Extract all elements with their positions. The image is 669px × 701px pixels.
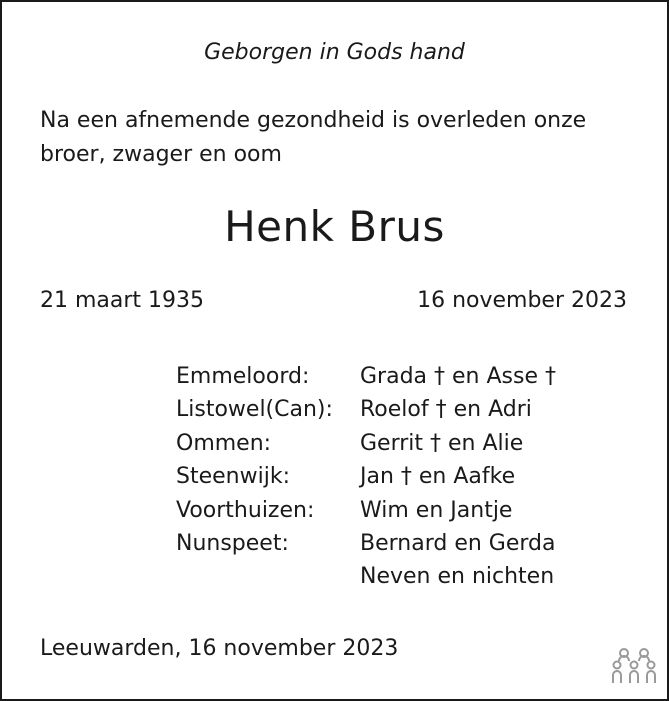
- relative-names: Bernard en Gerda: [360, 530, 556, 556]
- deceased-name: Henk Brus: [224, 202, 445, 251]
- relative-row: [176, 393, 556, 426]
- relative-names: Gerrit † en Alie: [360, 430, 524, 456]
- relative-place: Emmeloord:: [176, 364, 310, 389]
- family-group-icon: [609, 645, 659, 685]
- relative-row: [176, 460, 556, 493]
- closing-place-date: Leeuwarden, 16 november 2023: [40, 636, 399, 661]
- relative-row: [176, 494, 556, 527]
- relative-names: Wim en Jantje: [360, 497, 513, 523]
- relative-place: Voorthuizen:: [176, 497, 315, 523]
- relative-row: [176, 360, 556, 393]
- relative-place: Listowel(Can):: [176, 397, 333, 423]
- relative-place: [176, 560, 360, 593]
- relative-place: Nunspeet:: [176, 530, 289, 556]
- relative-row: [176, 560, 556, 593]
- relatives-list: [176, 360, 556, 594]
- motto: Geborgen in Gods hand: [204, 40, 465, 65]
- death-date: 16 november 2023: [417, 288, 627, 313]
- relative-row: [176, 427, 556, 460]
- relative-names: Roelof † en Adri: [360, 397, 532, 423]
- relative-names: Jan † en Aafke: [360, 464, 516, 490]
- birth-date: 21 maart 1935: [40, 288, 205, 313]
- intro-text: [40, 104, 640, 172]
- intro-line-1: Na een afnemende gezondheid is overleden onze: [40, 108, 587, 133]
- relative-place: Steenwijk:: [176, 464, 290, 490]
- relative-names: Grada † en Asse †: [360, 364, 556, 389]
- relative-names: Neven en nichten: [360, 564, 555, 590]
- intro-line-2: broer, zwager en oom: [40, 142, 282, 167]
- relative-place: Ommen:: [176, 430, 272, 456]
- relative-row: [176, 527, 556, 560]
